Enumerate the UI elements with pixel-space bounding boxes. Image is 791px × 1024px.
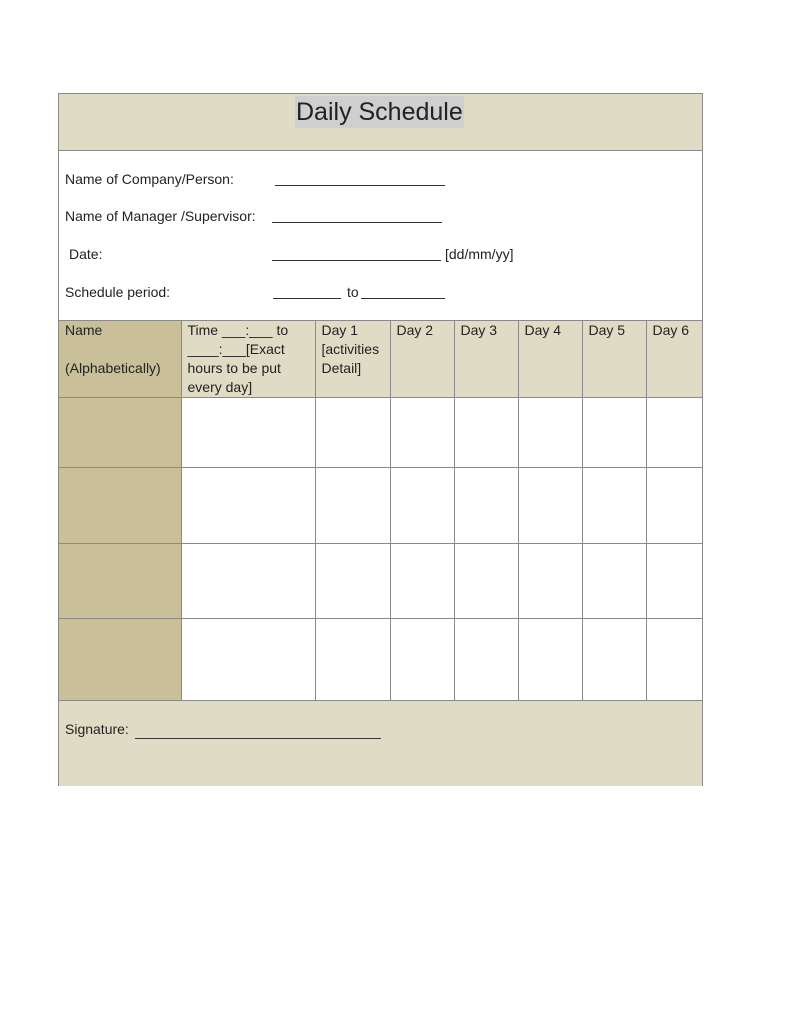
signature-band	[59, 700, 702, 786]
day-cell[interactable]	[518, 544, 582, 619]
header-day-6: Day 6	[646, 321, 702, 398]
day-cell[interactable]	[390, 468, 454, 544]
day-cell[interactable]	[582, 544, 646, 619]
name-cell[interactable]	[59, 468, 181, 544]
day-cell[interactable]	[518, 619, 582, 701]
table-row	[59, 468, 702, 544]
header-name: Name (Alphabetically)	[59, 321, 181, 398]
name-cell[interactable]	[59, 398, 181, 468]
table-row	[59, 544, 702, 619]
day-cell[interactable]	[454, 619, 518, 701]
day-cell[interactable]	[582, 619, 646, 701]
day-cell[interactable]	[646, 398, 702, 468]
table-row	[59, 619, 702, 701]
page-title: Daily Schedule	[296, 98, 463, 126]
header-day-5: Day 5	[582, 321, 646, 398]
day-cell[interactable]	[315, 619, 390, 701]
day-cell[interactable]	[582, 468, 646, 544]
date-field[interactable]	[272, 260, 441, 261]
title-band	[59, 94, 702, 151]
header-day-4: Day 4	[518, 321, 582, 398]
day-cell[interactable]	[646, 468, 702, 544]
day-cell[interactable]	[390, 398, 454, 468]
day-cell[interactable]	[646, 544, 702, 619]
day-cell[interactable]	[390, 619, 454, 701]
schedule-form	[58, 93, 703, 786]
date-format-hint: [dd/mm/yy]	[445, 246, 514, 262]
header-time: Time ___:___ to ____:___[Exact hours to be put every day]	[181, 321, 315, 398]
period-end-field[interactable]	[361, 298, 445, 299]
day-cell[interactable]	[454, 398, 518, 468]
time-cell[interactable]	[181, 619, 315, 701]
company-field[interactable]	[275, 185, 445, 186]
period-label: Schedule period:	[65, 284, 171, 300]
header-day-1: Day 1 [activities Detail]	[315, 321, 390, 398]
day-cell[interactable]	[454, 544, 518, 619]
day-cell[interactable]	[390, 544, 454, 619]
day-cell[interactable]	[518, 468, 582, 544]
day-cell[interactable]	[454, 468, 518, 544]
period-to-label: to	[347, 284, 359, 300]
time-cell[interactable]	[181, 544, 315, 619]
time-cell[interactable]	[181, 398, 315, 468]
name-cell[interactable]	[59, 544, 181, 619]
header-day-3: Day 3	[454, 321, 518, 398]
manager-field[interactable]	[272, 222, 442, 223]
company-label: Name of Company/Person:	[65, 171, 234, 187]
day-cell[interactable]	[582, 398, 646, 468]
table-row	[59, 398, 702, 468]
day-cell[interactable]	[315, 468, 390, 544]
day-cell[interactable]	[518, 398, 582, 468]
header-day-2: Day 2	[390, 321, 454, 398]
signature-field[interactable]	[135, 738, 381, 739]
period-start-field[interactable]	[273, 298, 341, 299]
day-cell[interactable]	[315, 398, 390, 468]
date-label: Date:	[69, 246, 103, 262]
day-cell[interactable]	[646, 619, 702, 701]
signature-label: Signature:	[65, 721, 129, 737]
manager-label: Name of Manager /Supervisor:	[65, 208, 256, 224]
day-cell[interactable]	[315, 544, 390, 619]
name-cell[interactable]	[59, 619, 181, 701]
schedule-table	[59, 320, 702, 701]
time-cell[interactable]	[181, 468, 315, 544]
table-header-row	[59, 321, 702, 398]
